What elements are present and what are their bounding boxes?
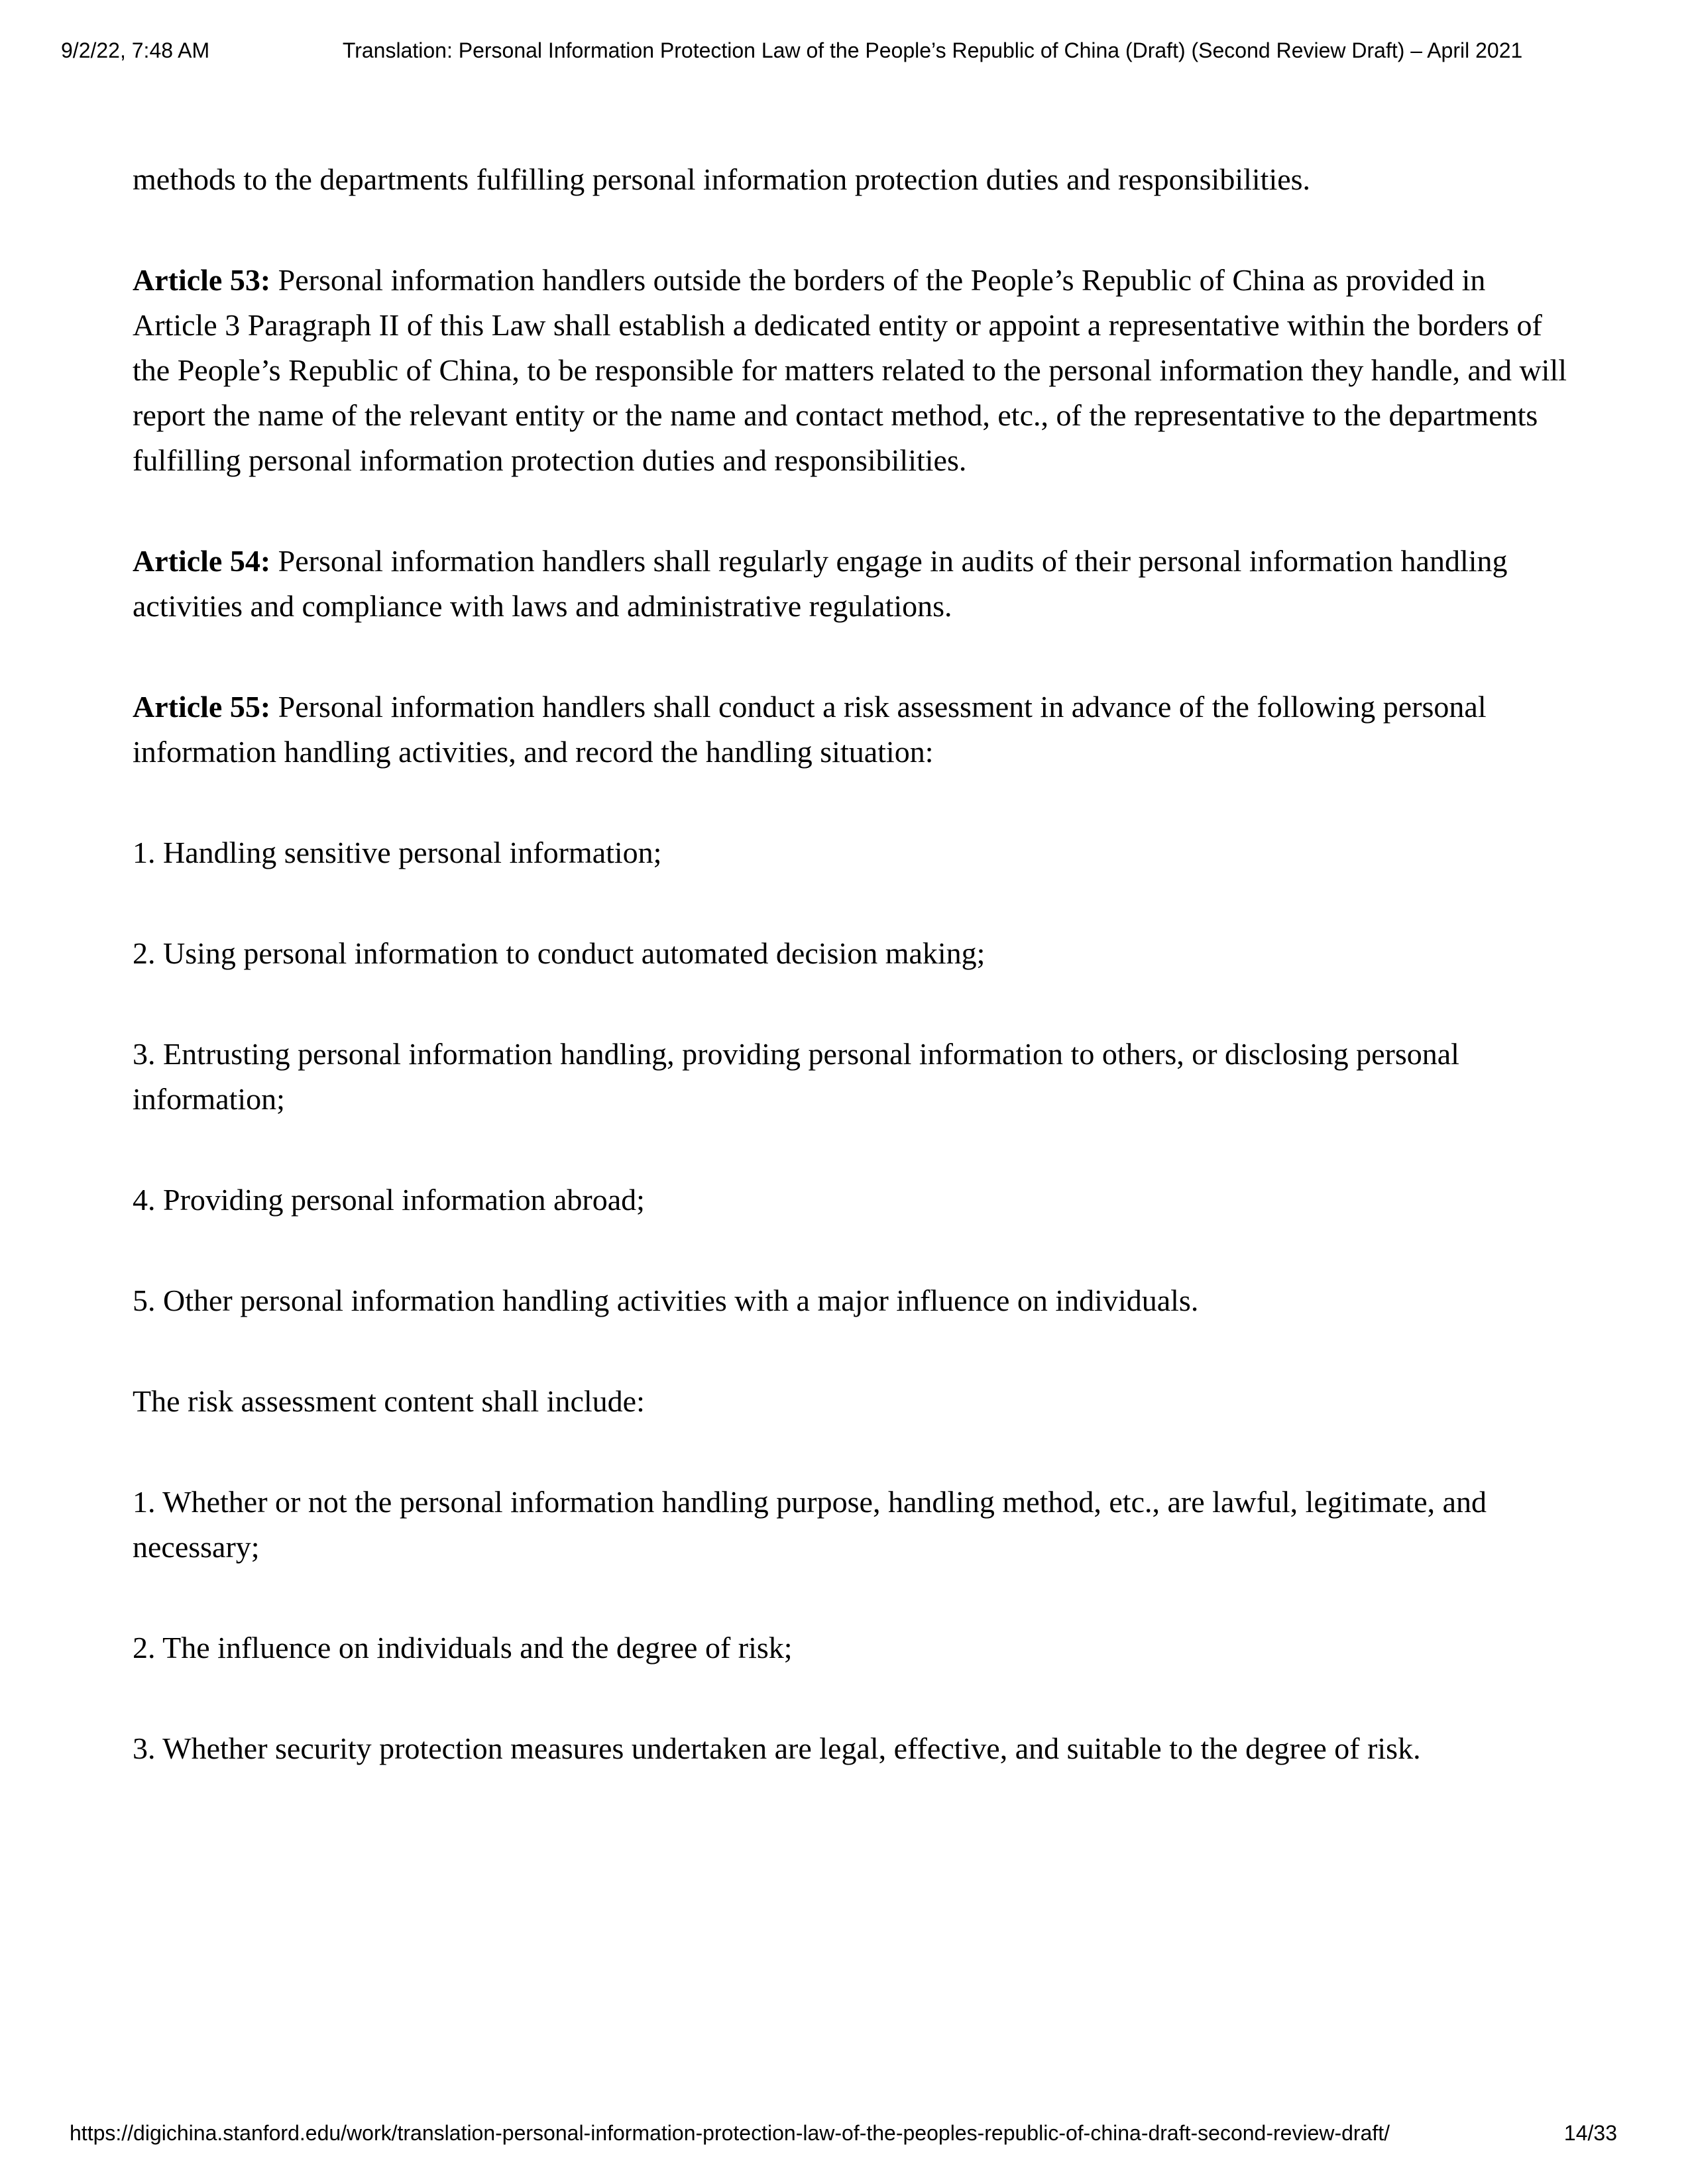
paragraph — [133, 539, 1571, 629]
article-label: Article 53: — [133, 263, 271, 297]
paragraph-text: 3. Entrusting personal information handling, providing personal information to others, or disclosing personal information; — [133, 1037, 1459, 1116]
paragraph-text: 4. Providing personal information abroad; — [133, 1183, 645, 1217]
paragraph — [133, 1726, 1571, 1771]
paragraph-text: 2. Using personal information to conduct automated decision making; — [133, 936, 986, 970]
print-timestamp: 9/2/22, 7:48 AM — [61, 38, 210, 62]
paragraph — [133, 1177, 1571, 1223]
print-header-title: Translation: Personal Information Protection Law of the People’s Republic of China (Draft) (Second Review Draft) – April 2021 — [342, 38, 1523, 62]
page-number: 14/33 — [1563, 2121, 1617, 2145]
paragraph — [133, 830, 1571, 875]
article-label: Article 55: — [133, 690, 271, 724]
article-label: Article 54: — [133, 544, 271, 578]
paragraph-text: The risk assessment content shall include: — [133, 1384, 645, 1418]
paragraph — [133, 1032, 1571, 1122]
paragraph — [133, 1278, 1571, 1323]
paragraph — [133, 1625, 1571, 1670]
paragraph — [133, 1480, 1571, 1570]
paragraph-text: methods to the departments fulfilling personal information protection duties and responsibilities. — [133, 162, 1311, 196]
paragraph — [133, 157, 1571, 202]
paragraph — [133, 931, 1571, 976]
paragraph-text: 2. The influence on individuals and the degree of risk; — [133, 1631, 793, 1665]
paragraph-text: Personal information handlers outside the borders of the People’s Republic of China as provided in Article 3 Paragraph II of this Law shall establish a dedicated entity or appoint a representative within the borders of the People’s Republic of China, to be responsible for matters related to the personal information they handle, and will report the name of the relevant entity or the name and contact method, etc., of the representative to the departments fulfilling personal information protection duties and responsibilities. — [133, 263, 1567, 477]
paragraph-text: 3. Whether security protection measures undertaken are legal, effective, and suitable to the degree of risk. — [133, 1731, 1421, 1765]
document-body — [133, 157, 1571, 1827]
paragraph-text: 1. Whether or not the personal information handling purpose, handling method, etc., are lawful, legitimate, and necessary; — [133, 1485, 1487, 1564]
paragraph — [133, 1379, 1571, 1424]
paragraph-text: Personal information handlers shall conduct a risk assessment in advance of the following personal information handling activities, and record the handling situation: — [133, 690, 1487, 769]
paragraph-text: Personal information handlers shall regularly engage in audits of their personal information handling activities and compliance with laws and administrative regulations. — [133, 544, 1508, 623]
paragraph-text: 5. Other personal information handling activities with a major influence on individuals. — [133, 1283, 1199, 1317]
print-footer-url: https://digichina.stanford.edu/work/translation-personal-information-protection-law-of-the-peoples-republic-of-china-draft-second-review-draft/ — [70, 2121, 1390, 2145]
print-header — [61, 37, 1629, 64]
print-footer — [70, 2120, 1617, 2146]
paragraph — [133, 258, 1571, 483]
paragraph-text: 1. Handling sensitive personal information; — [133, 836, 662, 869]
paragraph — [133, 684, 1571, 775]
